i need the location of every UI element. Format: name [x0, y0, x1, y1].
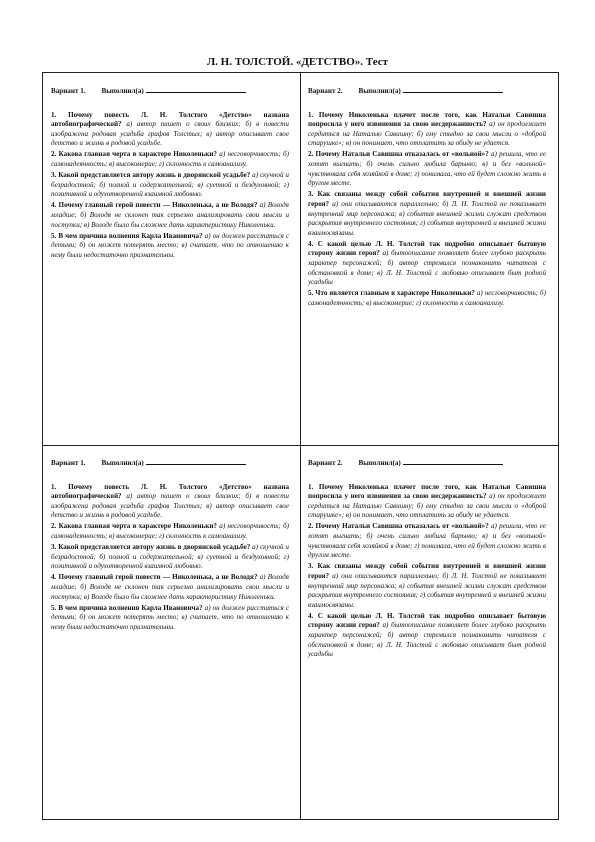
- answer-options: а) он должен расстаться с детьми; б) он может потерять место; в) считает, что по отношению к нему были недостаточно признательны.: [51, 603, 289, 631]
- answer-options: а) автор пишет о своих близких; б) в повести изображена родовая усадьба графов Толстых; в) автор описывает свое детство и жизнь в родовой усадьбе.: [51, 120, 289, 148]
- card-variant2-bottom: [308, 457, 546, 661]
- question-text: Почему Натальи Савишна отказалась от «вольной»?: [315, 522, 489, 531]
- question-number: 5.: [51, 231, 57, 240]
- question-text: Что является главным в характере Николеньки?: [315, 289, 475, 298]
- question-text: Почему главный герой повести — Николенька, а не Володя?: [58, 201, 258, 210]
- question-item: [308, 522, 546, 560]
- question-text: Какой представляется автору жизнь в дворянской усадьбе?: [58, 543, 251, 552]
- variant-label: Вариант 2.: [308, 459, 343, 467]
- name-blank-line: [403, 457, 503, 465]
- answer-options: а) он должен расстаться с детьми; б) он может потерять место; в) считает, что по отношению к нему были недостаточно признательны.: [51, 231, 289, 259]
- card-header: [51, 457, 289, 469]
- name-blank-line: [146, 457, 246, 465]
- answer-options: а) они описываются параллельно; б) Л. Н. Толстой не показывает внутренний мир персонажа; в) события внешней жизни служат средством раскрытия внутреннего состояния; г) события внутренней и внешней жизни взаимосвязаны.: [308, 199, 546, 237]
- question-item: [308, 483, 546, 521]
- question-number: 4.: [308, 611, 314, 620]
- question-number: 4.: [51, 201, 57, 210]
- question-number: 3.: [51, 171, 57, 180]
- question-number: 1.: [51, 482, 57, 491]
- answer-options: а) бытоописание позволяет более глубоко раскрыть характер персонажей; б) автор стремился познакомить читателя с обстановкой в доме; в) Л. Н. Толстой с любовью описывает быт родной усадьбы: [308, 621, 546, 659]
- card-variant2-top: [308, 85, 546, 310]
- done-by-label: Выполнил(а): [358, 87, 401, 95]
- answer-options: а) решила, что ее хотят выгнать; б) очень сильно любила барыню; в) и без «вольной» чувствовала себя хозяйкой в доме; г) понимала, что ей будет сложно жить в другом месте.: [308, 522, 546, 560]
- question-item: [308, 240, 546, 288]
- page-title: Л. Н. ТОЛСТОЙ. «ДЕТСТВО». Тест: [206, 56, 389, 68]
- question-item: [51, 522, 289, 541]
- question-item: [51, 232, 289, 261]
- answer-options: а) скучной и безрадостной; б) полной и содержательной; в) суетной и бездуховной; г) позитивной и одухотворенной взаимной любовью.: [51, 543, 289, 571]
- card-header: [308, 85, 546, 97]
- question-number: 1.: [308, 110, 314, 119]
- question-item: [51, 543, 289, 572]
- question-text: Как связаны между собой события внутренней и внешней жизни героя?: [308, 190, 546, 208]
- vertical-divider: [300, 73, 301, 819]
- answer-options: а) несговорчивость; б) самонадеянность; в) высокомерие; г) склонность к самоанализу.: [51, 522, 289, 541]
- question-number: 4.: [308, 239, 314, 248]
- test-grid: [42, 72, 559, 820]
- question-number: 2.: [51, 522, 57, 531]
- done-by-label: Выполнил(а): [101, 459, 144, 467]
- question-item: [51, 604, 289, 633]
- question-item: [51, 201, 289, 230]
- question-item: [308, 190, 546, 238]
- question-text: В чем причина волнения Карла Ивановича?: [58, 231, 203, 240]
- question-number: 1.: [51, 110, 57, 119]
- answer-options: а) решила, что ее хотят выгнать; б) очень сильно любила барыню; в) и без «вольной» чувствовала себя хозяйкой в доме; г) понимала, что ей будет сложно жить в другом месте.: [308, 150, 546, 188]
- horizontal-divider: [43, 445, 558, 446]
- done-by-label: Выполнил(а): [101, 87, 144, 95]
- question-text: Почему повесть Л. Н. Толстого «Детство» названа автобиографической?: [51, 110, 289, 129]
- answer-options: а) несговорчивость; б) самонадеянность; в) высокомерие; г) склонность к самоанализу.: [308, 289, 546, 307]
- question-item: [51, 111, 289, 149]
- answer-options: а) Володя младше; б) Володя не склонен так серьезно анализировать свои мысли и поступки; в) Володе было бы сложнее дать характеристику Николеньки.: [51, 201, 289, 229]
- question-item: [308, 150, 546, 188]
- variant-label: Вариант 1.: [51, 459, 86, 467]
- question-item: [51, 150, 289, 169]
- question-number: 3.: [51, 543, 57, 552]
- question-number: 4.: [51, 573, 57, 582]
- question-text: Почему Николенька плачет после того, как Натальи Савишна попросила у него извинения за свою несдержанность?: [308, 110, 546, 129]
- name-blank-line: [403, 85, 503, 93]
- card-header: [308, 457, 546, 469]
- question-text: Почему Николенька плачет после того, как Натальи Савишна попросила у него извинения за свою несдержанность?: [308, 482, 546, 501]
- question-item: [308, 289, 546, 308]
- variant-label: Вариант 1.: [51, 87, 86, 95]
- question-item: [308, 612, 546, 660]
- answer-options: а) бытоописание позволяет более глубоко раскрыть характер персонажей; б) автор стремился познакомить читателя с обстановкой в доме; в) Л. Н. Толстой с любовью описывает быт родной усадьбы: [308, 249, 546, 287]
- question-text: В чем причина волнения Карла Ивановича?: [58, 603, 203, 612]
- question-number: 3.: [308, 190, 314, 199]
- question-item: [51, 171, 289, 200]
- question-text: Какой представляется автору жизнь в дворянской усадьбе?: [58, 171, 251, 180]
- card-header: [51, 85, 289, 97]
- question-number: 2.: [308, 150, 314, 159]
- done-by-label: Выполнил(а): [358, 459, 401, 467]
- answer-options: а) несговорчивость; б) самонадеянность; в) высокомерие; г) склонность к самоанализу.: [51, 150, 289, 169]
- question-number: 5.: [51, 603, 57, 612]
- variant-label: Вариант 2.: [308, 87, 343, 95]
- question-text: Почему повесть Л. Н. Толстого «Детство» названа автобиографической?: [51, 482, 289, 501]
- card-variant1-bottom: [51, 457, 289, 634]
- name-blank-line: [146, 85, 246, 93]
- answer-options: а) он продолжает сердиться на Наталью Савишну; б) ему стыдно за свои мысли о «доброй старушке»; в) он понимает, что отплатить за обиду не удается.: [308, 492, 547, 520]
- answer-options: а) автор пишет о своих близких; б) в повести изображена родовая усадьба графов Толстых; в) автор описывает свое детство и жизнь в родовой усадьбе.: [51, 492, 289, 520]
- question-item: [51, 573, 289, 602]
- question-text: С какой целью Л. Н. Толстой так подробно описывает бытовую сторону жизни героя?: [308, 239, 546, 258]
- question-item: [308, 111, 546, 149]
- question-text: С какой целью Л. Н. Толстой так подробно описывает бытовую сторону жизни героя?: [308, 611, 546, 630]
- answer-options: а) они описываются параллельно; б) Л. Н. Толстой не показывает внутренний мир персонажа; в) события внешней жизни служат средством раскрытия внутреннего состояния; г) события внутренней и внешней жизни взаимосвязаны.: [308, 571, 546, 609]
- question-text: Почему Натальи Савишна отказалась от «вольной»?: [315, 150, 489, 159]
- question-text: Какова главная черта в характере Николеньки?: [58, 522, 217, 531]
- question-number: 5.: [308, 289, 314, 298]
- question-number: 3.: [308, 562, 314, 571]
- question-number: 2.: [51, 150, 57, 159]
- question-item: [51, 483, 289, 521]
- question-text: Какова главная черта в характере Николеньки?: [58, 150, 217, 159]
- answer-options: а) скучной и безрадостной; б) полной и содержательной; в) суетной и бездуховной; г) позитивной и одухотворенной взаимной любовью.: [51, 171, 289, 199]
- question-item: [308, 562, 546, 610]
- card-variant1-top: [51, 85, 289, 262]
- question-number: 2.: [308, 522, 314, 531]
- question-number: 1.: [308, 482, 314, 491]
- answer-options: а) Володя младше; б) Володя не склонен так серьезно анализировать свои мысли и поступки; в) Володе было бы сложнее дать характеристику Николеньки.: [51, 573, 289, 601]
- question-text: Почему главный герой повести — Николенька, а не Володя?: [58, 573, 258, 582]
- answer-options: а) он продолжает сердиться на Наталью Савишну; б) ему стыдно за свои мысли о «доброй старушке»; в) он понимает, что отплатить за обиду не удается.: [308, 120, 547, 148]
- question-text: Как связаны между собой события внутренней и внешней жизни героя?: [308, 562, 546, 580]
